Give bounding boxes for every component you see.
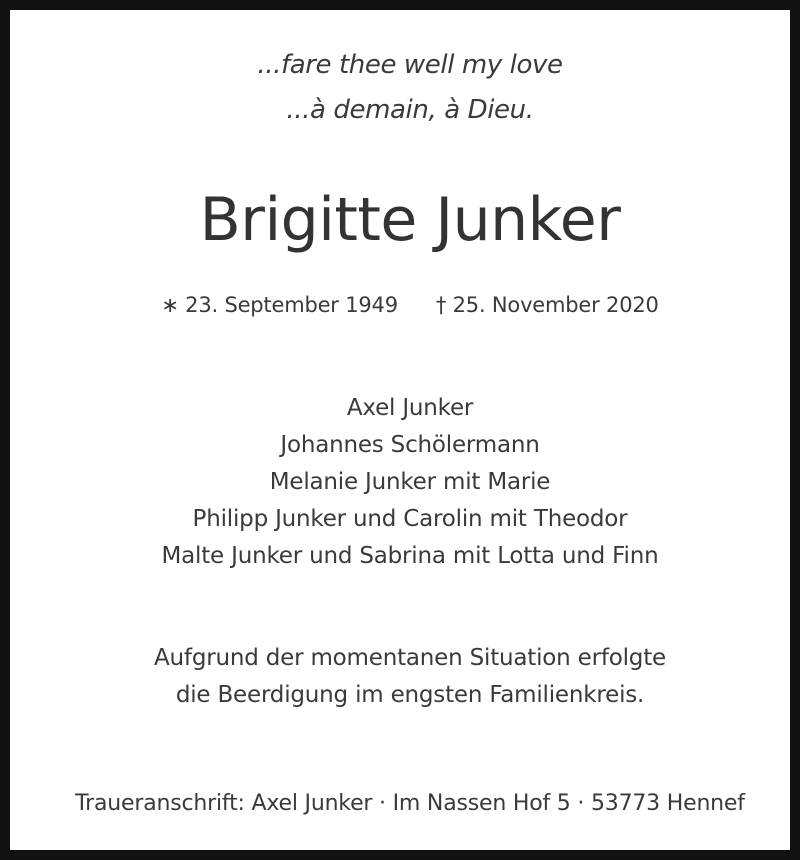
death-date: † 25. November 2020 [435, 293, 659, 317]
deceased-name: Brigitte Junker [199, 185, 621, 255]
birth-date: ∗ 23. September 1949 [161, 293, 398, 317]
motto-line-2: ...à demain, à Dieu. [286, 95, 534, 125]
mourner-4: Philipp Junker und Carolin mit Theodor [192, 506, 628, 532]
mourner-1: Axel Junker [346, 395, 474, 421]
motto-line-1: ...fare thee well my love [257, 50, 563, 80]
mourner-3: Melanie Junker mit Marie [269, 469, 551, 495]
mourning-address: Traueranschrift: Axel Junker · Im Nassen Hof 5 · 53773 Hennef [75, 791, 745, 816]
mourner-5: Malte Junker und Sabrina mit Lotta und Finn [161, 543, 659, 569]
notice-line-1: Aufgrund der momentanen Situation erfolgte [154, 645, 666, 671]
notice-line-2: die Beerdigung im engsten Familienkreis. [175, 682, 645, 708]
mourner-2: Johannes Schölermann [280, 432, 540, 458]
life-dates [20, 293, 800, 317]
